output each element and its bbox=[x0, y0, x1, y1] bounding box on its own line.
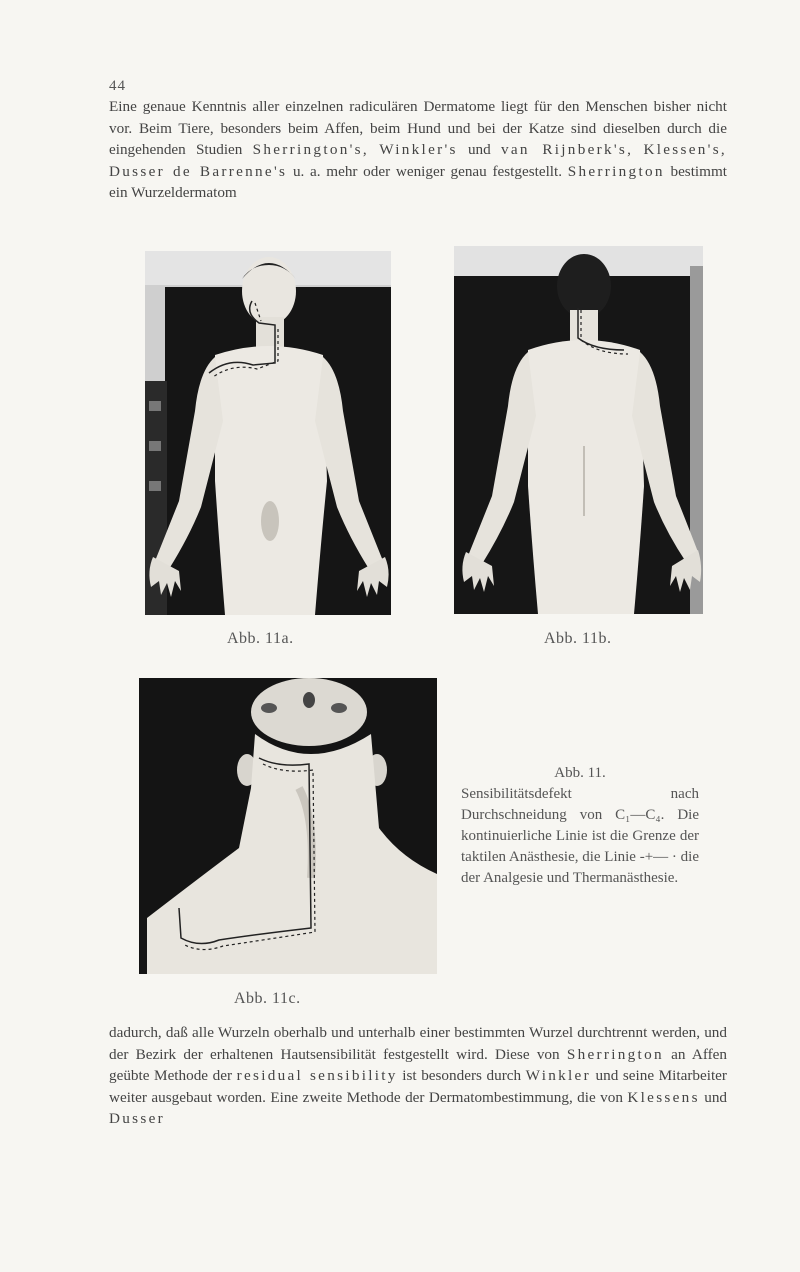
caption-text: Sensibilitätsdefekt nach Durchschneidung von C₁—C₄. Die kontinuierliche Linie ist die Grenze der taktilen Anästhesie, die Linie -+— · die der Analgesie und Thermanästhesie. bbox=[461, 786, 699, 886]
figure-11b-photo bbox=[454, 246, 703, 614]
paragraph-bottom: dadurch, daß alle Wurzeln oberhalb und unterhalb einer bestimmten Wurzel durchtrennt werden, und der Bezirk der erhaltenen Hautsensibilität festgestellt wird. Diese von Sherrington an Affen geübte Methode der residual sensibility ist besonders durch Winkler und seine Mitarbeiter weiter ausgebaut worden. Eine zweite Methode der Dermatombestimmung, die von Klessens und Dusser bbox=[109, 1024, 728, 1127]
figure-11c-label: Abb. 11c. bbox=[234, 990, 301, 1007]
caption-title: Abb. 11. bbox=[554, 765, 606, 781]
figure-caption bbox=[461, 763, 699, 889]
page-number: 44 bbox=[109, 78, 126, 94]
figure-11a-photo bbox=[145, 251, 391, 615]
figure-11b-label: Abb. 11b. bbox=[544, 630, 612, 647]
figure-11c-photo bbox=[139, 678, 437, 974]
figure-11a-label: Abb. 11a. bbox=[227, 630, 294, 647]
paragraph-top: Eine genaue Kenntnis aller einzelnen radiculären Dermatome liegt für den Menschen bisher nicht vor. Beim Tiere, besonders beim Affen, beim Hund und bei der Katze sind dieselben durch die eingehenden Studien Sherrington's, Winkler's und van Rijnberk's, Klessen's, Dusser de Barrenne's u. a. mehr oder weniger genau festgestellt. Sherrington bestimmt ein Wurzeldermatom bbox=[109, 98, 727, 201]
